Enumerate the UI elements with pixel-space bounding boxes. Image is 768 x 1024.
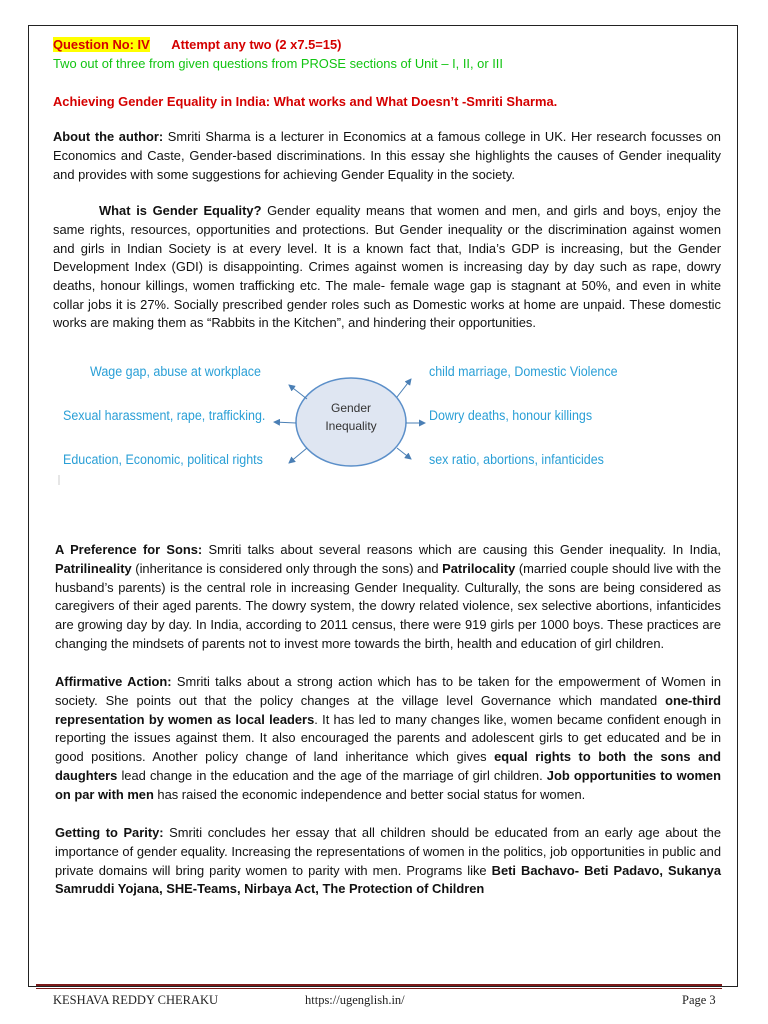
question-subheading: Two out of three from given questions from PROSE sections of Unit – I, II, or III [53,55,503,71]
question-label: Question No: IV [53,37,150,52]
preference-for-sons-paragraph [53,541,721,653]
affirmative-text-2: . It has led to many changes like, women became confident enough in reporting the issues against them. It also encouraged the parents and adolescent girls to get educated and be in good positions. Another policy change of land inheritance which gives [55,711,722,765]
arrow-to-sexual-harassment [274,422,296,423]
affirmative-text-4: has raised the economic independence and better social status for women. [153,786,586,802]
diagram-label-dowry-deaths: Dowry deaths, honour killings [429,408,593,425]
arrow-to-child-marriage [397,379,411,397]
essay-title: Achieving Gender Equality in India: What works and What Doesn’t -Smriti Sharma. [53,94,558,110]
arrow-to-education [289,448,307,463]
affirmative-action-heading: Affirmative Action: [55,674,172,690]
patrilocality-term: Patrilocality [442,560,516,576]
affirmative-text-1: Smriti talks about a strong action which has to be taken for the empowerment of Women in society. She points out that the policy changes at the village level Governance which mandated [55,674,721,709]
attempt-instruction: Attempt any two (2 x7.5=15) [171,37,342,52]
arrow-to-sex-ratio [397,448,411,459]
diagram-label-wage-gap: Wage gap, abuse at workplace [90,364,261,381]
what-is-gender-equality-text: Gender equality means that women and men, and girls and boys, enjoy the same rights, resources, opportunities and protections. But Gender inequality or the discrimination against women and girls in Indian Society is at every level. It is a known fact that, India’s GDP is increasing, but the Gender Development Index (GDI) is disappointing. Crimes against women is increasing day by day such as rape, dowry deaths, honour killings, women trafficking etc. The male- female wage gap is stagnant at 50%, and even in white collar jobs it is 27%. Socially prescribed gender roles such as Domestic works at home are unpaid. These domestic works are making them as “Rabbits in the Kitchen”, and hindering their opportunities. [53,203,721,331]
diagram-center-line1: Gender [330,401,372,416]
getting-to-parity-paragraph [53,824,721,899]
diagram-center-line2: Inequality [325,419,377,434]
about-author-text: Smriti Sharma is a lecturer in Economics at a famous college in UK. Her research focusses on Economics and Caste, Gender-based discriminations. In this essay she highlights the causes of Gender inequality and provides with some suggestions for achieving Gender Equality in the society. [53,129,721,182]
diagram-graphic [53,363,721,528]
affirmative-action-paragraph [53,673,721,804]
footer-rule-thick [36,984,722,986]
parity-text-1: Smriti concludes her essay that all children should be educated from an early age about the importance of gender equality. Increasing the representations of women in the politics, job opportunities in public and private domains will bring parity women to parity with men. Programs like [55,825,722,878]
diagram-label-sex-ratio: sex ratio, abortions, infanticides [429,452,604,469]
preference-text-2: (inheritance is considered only through the sons) and [131,560,443,576]
one-third-representation-term: one-third representation by women as local leaders [55,693,721,727]
about-author-heading: About the author: [53,129,164,145]
document-body [53,36,721,899]
job-opportunities-term: Job opportunities to women on par with men [55,767,721,802]
diagram-label-child-marriage: child marriage, Domestic Violence [429,364,618,381]
preference-text-3: (married couple should live with the husband’s parents) is the central role in increasing Gender Inequality. Culturally, the sons are being considered as caregivers of their aged parents. The dowry system, the dowry related violence, sex selective abortions, infanticides are growing day by day. In India, according to 2011 census, there were 919 girls per 1000 boys. These practices are changing the mindsets of parents not to invest more towards the birth, health and education of girl children. [55,560,721,651]
arrow-to-wage-gap [289,385,307,399]
question-line [53,36,721,55]
diagram-label-sexual-harassment: Sexual harassment, rape, trafficking. [63,408,266,425]
preference-for-sons-heading: A Preference for Sons: [55,542,203,558]
footer-url-link[interactable]: https://ugenglish.in/ [305,993,405,1007]
what-is-gender-equality-heading: What is Gender Equality? [99,203,262,219]
about-author-paragraph [53,128,721,184]
footer-page-number: Page 3 [682,993,716,1007]
footer-rule-thin [36,988,722,989]
affirmative-text-3: lead change in the education and the age of the marriage of girl children. [117,767,547,783]
programs-list: Beti Bachavo- Beti Padavo, Sukanya Samruddi Yojana, SHE-Teams, Nirbaya Act, The Protection of Children [55,862,721,897]
preference-text-1: Smriti talks about several reasons which are causing this Gender inequality. In India, [202,542,721,558]
footer-author: KESHAVA REDDY CHERAKU [53,993,219,1007]
getting-to-parity-heading: Getting to Parity: [55,825,164,841]
diagram-center-label [303,399,399,435]
what-is-gender-equality-paragraph [53,202,721,333]
equal-rights-term: equal rights to both the sons and daughters [55,749,721,783]
patrilineality-term: Patrilineality [55,560,132,576]
gender-inequality-diagram [53,363,721,528]
diagram-label-education: Education, Economic, political rights [63,452,263,469]
